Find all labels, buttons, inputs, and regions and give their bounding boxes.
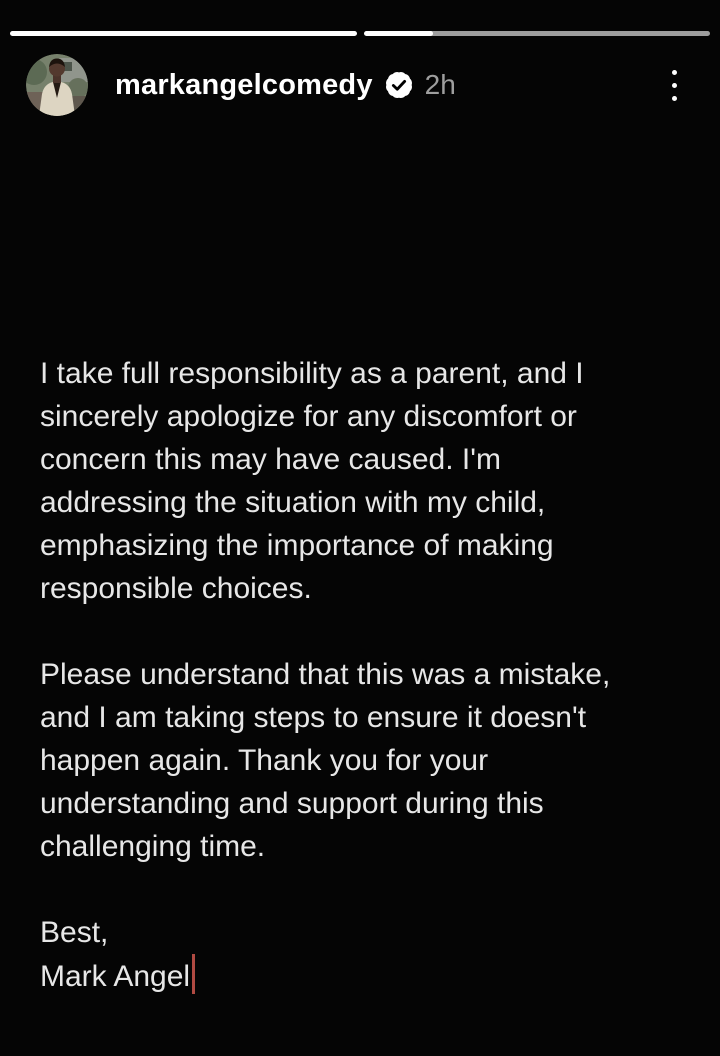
text-line: challenging time. xyxy=(40,830,266,863)
progress-segment-2[interactable] xyxy=(364,31,711,36)
kebab-dot xyxy=(672,96,677,101)
text-line: Best, xyxy=(40,916,109,949)
more-options-button[interactable] xyxy=(654,54,694,116)
text-line: responsible choices. xyxy=(40,572,312,605)
text-line: concern this may have caused. I'm xyxy=(40,443,501,476)
story-progress-bar xyxy=(10,31,710,36)
progress-segment-2-fill xyxy=(364,31,433,36)
text-line: understanding and support during this xyxy=(40,787,544,820)
text-line: addressing the situation with my child, xyxy=(40,486,546,519)
story-text xyxy=(40,352,690,997)
text-cursor xyxy=(192,954,195,994)
story-header xyxy=(26,54,694,116)
verified-badge-icon xyxy=(384,70,414,100)
text-line: Please understand that this was a mistake, xyxy=(40,658,611,691)
text-line: and I am taking steps to ensure it doesn't xyxy=(40,701,587,734)
avatar[interactable] xyxy=(26,54,88,116)
profile-avatar-photo xyxy=(26,54,88,116)
paragraph-2 xyxy=(40,653,690,868)
text-line: emphasizing the importance of making xyxy=(40,529,554,562)
kebab-dot xyxy=(672,70,677,75)
kebab-dot xyxy=(672,83,677,88)
signature-line xyxy=(40,954,690,997)
progress-segment-1-fill xyxy=(10,31,357,36)
text-line: I take full responsibility as a parent, and I xyxy=(40,357,584,390)
progress-segment-1[interactable] xyxy=(10,31,357,36)
paragraph-1 xyxy=(40,352,690,610)
text-line: happen again. Thank you for your xyxy=(40,744,489,777)
username[interactable]: markangelcomedy xyxy=(115,68,373,101)
timestamp: 2h xyxy=(424,69,456,100)
signature-text: Mark Angel xyxy=(40,960,191,993)
paragraph-3-signoff xyxy=(40,911,690,997)
text-line: sincerely apologize for any discomfort or xyxy=(40,400,577,433)
